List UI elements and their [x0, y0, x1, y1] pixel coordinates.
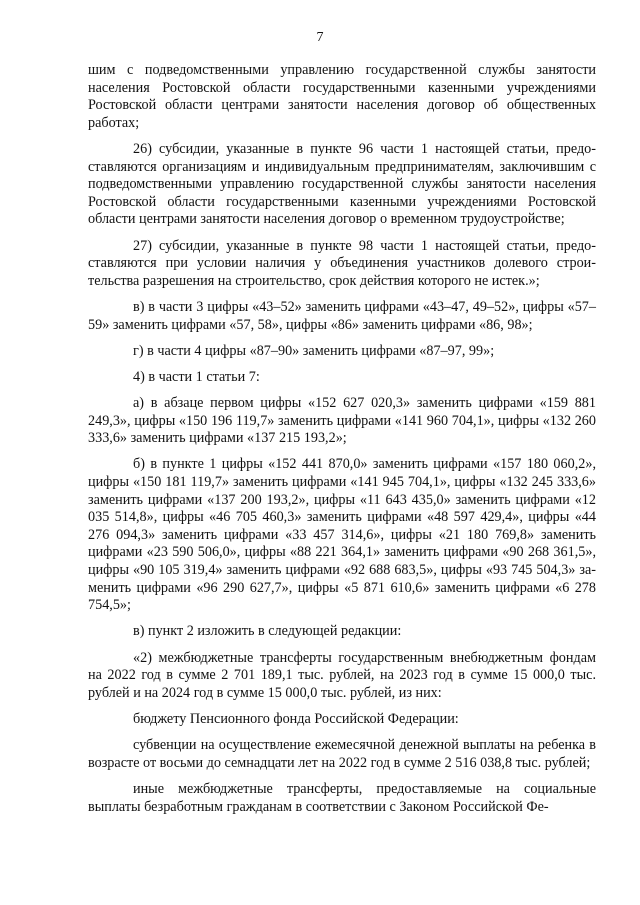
paragraph-item-26: 26) субсидии, указанные в пункте 96 части 1 настоящей статьи, предоставляются организациям и индивидуальным предпринимателям, заключившим с подведомственными управлению государственной службы занятости населения Ростовской области государственными казенными учреждениями Ростовской области центрами занятости населения договор о временном трудоустройстве; — [88, 140, 596, 228]
paragraph-transfers: «2) межбюджетные трансферты государственным внебюджетным фондам на 2022 год в сумме 2 701 189,1 тыс. рублей, на 2023 год в сумме 15 000,0 тыс. рублей и на 2024 год в сумме 15 000,0 тыс. рублей, из них: — [88, 649, 596, 701]
page-number: 7 — [316, 30, 324, 45]
paragraph-article-7-a: а) в абзаце первом цифры «152 627 020,3» заменить цифрами «159 881 249,3», цифры «150 196 119,7» заменить цифрами «141 960 704,1», цифры «132 260 333,6» заменить цифрами «137 215 193,2»; — [88, 395, 596, 447]
paragraph-other-transfers: иные межбюджетные трансферты, предоставляемые на социальные выплаты безработным гражданам в соответствии с Законом Российской Фе- — [88, 780, 596, 815]
paragraph-article-7-b: б) в пункте 1 цифры «152 441 870,0» заменить цифрами «157 180 060,2», цифры «150 181 119,7» заменить цифрами «141 945 704,1», цифры «132 245 333,6» заменить цифрами «137 200 193,2», цифры «11 643 435,0» заменить цифрами «12 035 514,8», цифры «46 705 460,3» заменить цифрами «48 597 429,4», цифры «44 276 094,3» заменить цифрами «33 457 314,6», цифры «21 180 769,8» заменить цифрами «23 590 506,0», цифры «88 221 364,1» заменить цифрами «90 268 361,5», цифры «90 105 319,4» заменить цифрами «92 688 683,5», цифры «93 745 504,3» заменить цифрами «96 290 627,7», цифры «5 871 610,6» заменить цифрами «6 278 754,5»; — [88, 456, 596, 614]
paragraph-amendment-part-3: в) в части 3 цифры «43–52» заменить цифрами «43–47, 49–52», цифры «57–59» заменить цифрами «57, 58», цифры «86» заменить цифрами «86, 98»; — [88, 298, 596, 333]
paragraph-continuation: шим с подведомственными управлению государственной службы занятости населения Ростовской области государственными казенными учреждениями Ростовской области центрами занятости населения договор об общественных работах; — [88, 62, 596, 131]
paragraph-amendment-part-4: г) в части 4 цифры «87–90» заменить цифрами «87–97, 99»; — [133, 342, 495, 359]
paragraph-item-27: 27) субсидии, указанные в пункте 98 части 1 настоящей статьи, предоставляются при условии наличия у объединения участников долевого строительства разрешения на строительство, срок действия которого не истек.»; — [88, 237, 596, 289]
paragraph-article-7-heading: 4) в части 1 статьи 7: — [133, 368, 260, 385]
document-body — [88, 62, 596, 825]
paragraph-article-7-v: в) пункт 2 изложить в следующей редакции: — [133, 623, 402, 640]
paragraph-subventions: субвенции на осуществление ежемесячной денежной выплаты на ребенка в возрасте от восьми до семнадцати лет на 2022 год в сумме 2 516 038,8 тыс. рублей; — [88, 737, 596, 771]
paragraph-pension-fund: бюджету Пенсионного фонда Российской Федерации: — [133, 710, 459, 727]
